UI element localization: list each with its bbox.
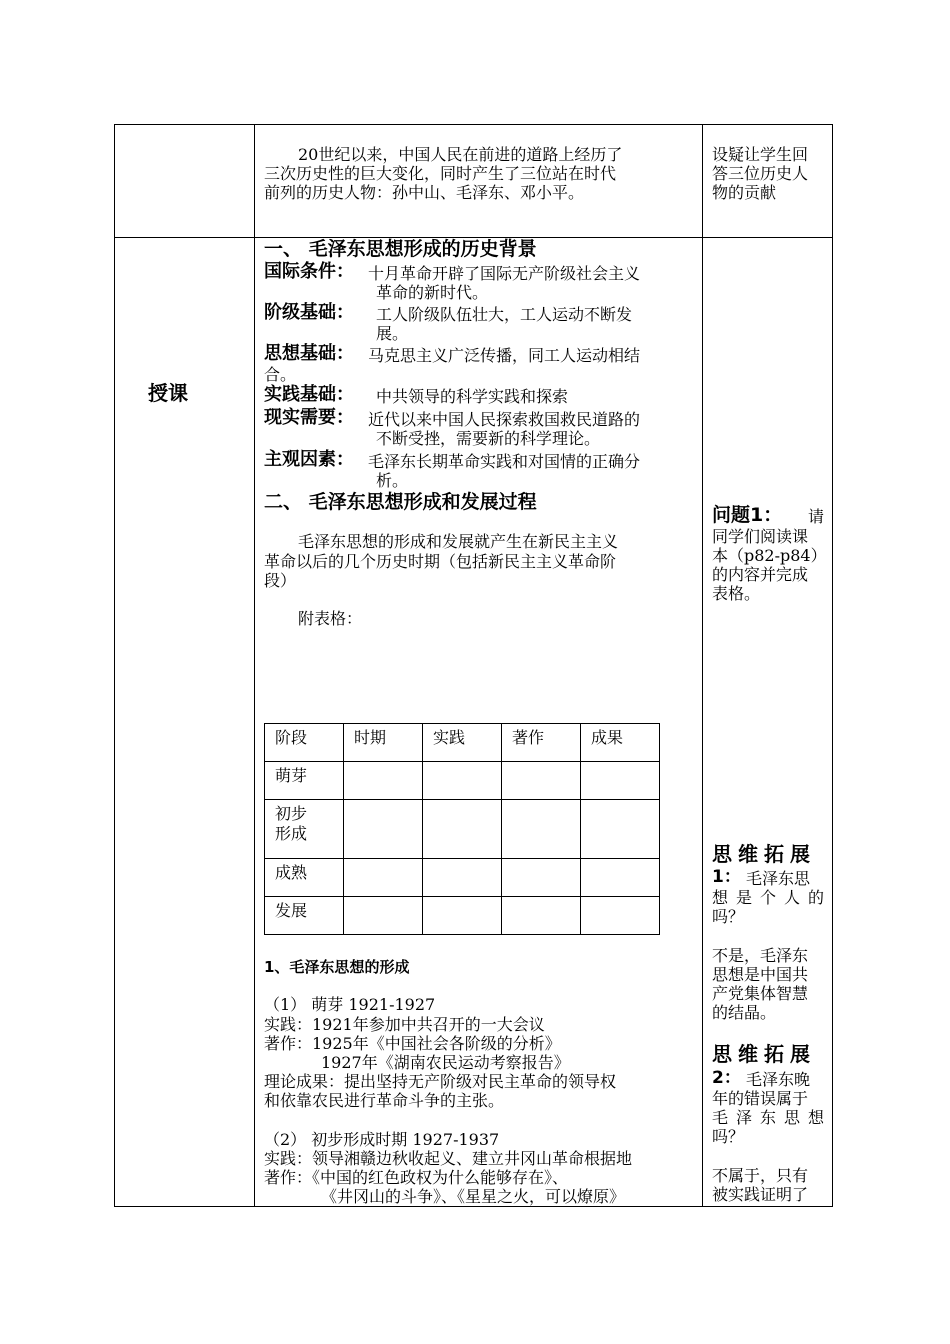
answer1-line-3: 产党集体智慧: [712, 984, 809, 1003]
stage-cell-line: 形成: [275, 824, 308, 843]
item-text-reality-2: 不断受挫，需要新的科学理论。: [376, 429, 601, 448]
item-label-international: 国际条件：: [264, 261, 354, 282]
intro-line-1: 20世纪以来，中国人民在前进的道路上经历了: [298, 145, 623, 164]
period2-line-1: 实践：领导湘赣边秋收起义、建立井冈山革命根据地: [264, 1149, 633, 1168]
para-line-3: 段）: [264, 571, 297, 590]
answer1-line-4: 的结晶。: [712, 1003, 777, 1022]
item-label-subjective: 主观因素：: [264, 449, 354, 470]
header-cell: 阶段: [265, 724, 344, 762]
header-cell: 实践: [423, 724, 502, 762]
item-text-international-1: 十月革命开辟了国际无产阶级社会主义: [368, 264, 641, 283]
header-cell: 成果: [581, 724, 660, 762]
period2-line-2: 著作：《中国的红色政权为什么能够存在》、: [264, 1168, 569, 1187]
table-left-border: [114, 124, 115, 1207]
item-text-practice-1: 中共领导的科学实践和探索: [376, 387, 569, 406]
extension1-line-2: 想是个人的: [712, 888, 824, 907]
question1-tail: 请: [808, 507, 825, 526]
item-text-subjective-1: 毛泽东长期革命实践和对国情的正确分: [368, 452, 641, 471]
header-cell: 著作: [502, 724, 581, 762]
item-text-thought-1: 马克思主义广泛传播，同工人运动相结: [368, 346, 641, 365]
note-line-2: 答三位历史人: [712, 164, 809, 183]
period1-line-3: 1927年《湖南农民运动考察报告》: [321, 1053, 570, 1072]
intro-line-2: 三次历史性的巨大变化，同时产生了三位站在时代: [264, 164, 617, 183]
table-row: [265, 800, 660, 859]
blank-cell[interactable]: [502, 762, 581, 800]
extension1-head: 思维拓展: [712, 842, 816, 866]
blank-cell[interactable]: [581, 859, 660, 897]
extension1-line-3: 吗？: [712, 907, 745, 926]
period1-title: （1） 萌芽 1921-1927: [264, 995, 436, 1014]
section-label-teaching: 授课: [148, 381, 188, 405]
item-text-reality-1: 近代以来中国人民探索救国救民道路的: [368, 410, 641, 429]
question1-head: 问题1：: [712, 504, 783, 526]
question1-line-1: 同学们阅读课: [712, 527, 809, 546]
blank-cell[interactable]: [344, 762, 423, 800]
attach-label: 附表格：: [298, 609, 363, 628]
answer2-line-2: 被实践证明了: [712, 1185, 809, 1204]
answer2-line-1: 不属于，只有: [712, 1166, 809, 1185]
table-row: [265, 897, 660, 935]
question1-line-2: 本（p82-p84）: [712, 546, 827, 565]
table-header-row: [265, 724, 660, 762]
blank-cell[interactable]: [423, 800, 502, 859]
extension2-number: 2：: [712, 1068, 741, 1088]
extension2-line-1: 毛泽东晚: [746, 1070, 811, 1089]
blank-cell[interactable]: [344, 800, 423, 859]
blank-cell[interactable]: [423, 762, 502, 800]
extension2-line-2: 年的错误属于: [712, 1089, 809, 1108]
extension1-number: 1：: [712, 867, 741, 887]
section-heading-2: 二、 毛泽东思想形成和发展过程: [264, 491, 537, 513]
period1-line-1: 实践：1921年参加中共召开的一大会议: [264, 1015, 545, 1034]
stage-cell: 发展: [265, 897, 344, 935]
blank-cell[interactable]: [581, 897, 660, 935]
stage-cell-line: 初步: [275, 804, 308, 823]
item-text-class-2: 展。: [376, 324, 409, 343]
para-line-2: 革命以后的几个历史时期（包括新民主主义革命阶: [264, 552, 617, 571]
answer1-line-1: 不是，毛泽东: [712, 946, 809, 965]
note-line-3: 物的贡献: [712, 183, 777, 202]
table-top-border: [114, 124, 833, 125]
item-text-thought-2: 合。: [264, 365, 297, 384]
period1-line-5: 和依靠农民进行革命斗争的主张。: [264, 1091, 505, 1110]
blank-cell[interactable]: [502, 800, 581, 859]
item-text-subjective-2: 析。: [376, 471, 409, 490]
header-cell: 时期: [344, 724, 423, 762]
item-label-thought: 思想基础：: [264, 343, 354, 364]
item-text-class-1: 工人阶级队伍壮大，工人运动不断发: [376, 305, 633, 324]
extension2-head: 思维拓展: [712, 1042, 816, 1066]
period2-title: （2） 初步形成时期 1927-1937: [264, 1130, 500, 1149]
column-divider-1: [254, 124, 255, 1207]
item-label-reality: 现实需要：: [264, 407, 354, 428]
item-label-class: 阶级基础：: [264, 302, 354, 323]
blank-cell[interactable]: [344, 859, 423, 897]
column-divider-2: [702, 124, 703, 1207]
stage-cell: 萌芽: [265, 762, 344, 800]
extension2-line-4: 吗？: [712, 1127, 745, 1146]
table-row: [265, 762, 660, 800]
question1-line-3: 的内容并完成: [712, 565, 809, 584]
blank-cell[interactable]: [502, 897, 581, 935]
blank-cell[interactable]: [581, 800, 660, 859]
table-bottom-border: [114, 1206, 833, 1207]
period1-line-2: 著作：1925年《中国社会各阶级的分析》: [264, 1034, 561, 1053]
intro-line-3: 前列的历史人物：孙中山、毛泽东、邓小平。: [264, 183, 585, 202]
answer1-line-2: 思想是中国共: [712, 965, 809, 984]
stage-cell: 成熟: [265, 859, 344, 897]
period2-line-3: 《井冈山的斗争》、《星星之火，可以燎原》: [321, 1187, 626, 1206]
item-text-international-2: 革命的新时代。: [376, 283, 489, 302]
stage-cell: [265, 800, 344, 859]
blank-cell[interactable]: [423, 859, 502, 897]
para-line-1: 毛泽东思想的形成和发展就产生在新民主主义: [298, 532, 619, 551]
table-row: [265, 859, 660, 897]
blank-cell[interactable]: [581, 762, 660, 800]
extension2-line-3: 毛泽东思想: [712, 1108, 824, 1127]
extension1-line-1: 毛泽东思: [746, 869, 811, 888]
period1-line-4: 理论成果：提出坚持无产阶级对民主革命的领导权: [264, 1072, 617, 1091]
blank-cell[interactable]: [423, 897, 502, 935]
blank-cell[interactable]: [502, 859, 581, 897]
blank-cell[interactable]: [344, 897, 423, 935]
stage-table: [264, 723, 660, 935]
table-right-border: [832, 124, 833, 1207]
section-heading-1: 一、 毛泽东思想形成的历史背景: [264, 238, 537, 260]
subsection-heading-formation: 1、毛泽东思想的形成: [264, 958, 410, 976]
question1-line-4: 表格。: [712, 584, 761, 603]
note-line-1: 设疑让学生回: [712, 145, 809, 164]
item-label-practice: 实践基础：: [264, 384, 354, 405]
